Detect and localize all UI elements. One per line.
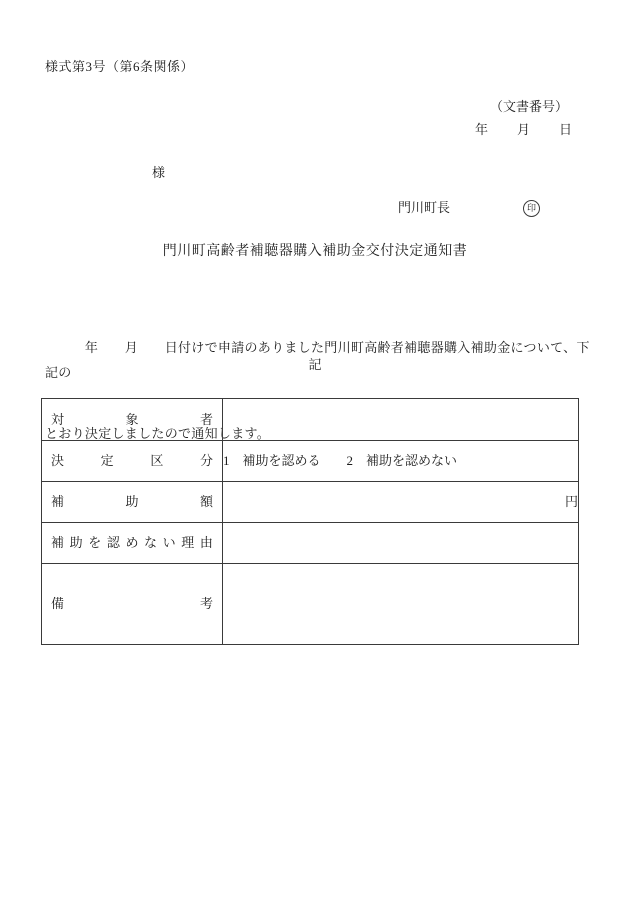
form-number: 様式第3号（第6条関係） xyxy=(45,59,195,74)
ki-heading: 記 xyxy=(308,357,322,372)
value-cell-decision-category: 1 補助を認める 2 補助を認めない xyxy=(223,441,579,482)
table-row-subsidy-amount xyxy=(42,482,579,523)
sender-row xyxy=(398,199,540,217)
label-decision-category: 決 定 区 分 xyxy=(51,453,213,468)
label-cell-remarks xyxy=(42,564,223,645)
value-cell-target-person xyxy=(223,399,579,441)
sender-name: 門川町長 xyxy=(398,200,451,215)
table-row-decision-category xyxy=(42,441,579,482)
table-row-target-person xyxy=(42,399,579,441)
document-number-placeholder: （文書番号） xyxy=(489,99,568,114)
value-cell-denial-reason xyxy=(223,523,579,564)
body-line-2: とおり決定しましたので通知します。 xyxy=(45,426,271,441)
label-subsidy-amount: 補 助 額 xyxy=(51,494,213,509)
seal-mark-icon: 印 xyxy=(523,200,540,217)
label-cell-target-person xyxy=(42,399,223,441)
table-row-denial-reason xyxy=(42,523,579,564)
body-line-1: 年 月 日付けで申請のありました門川町高齢者補聴器購入補助金について、下記の xyxy=(45,340,590,380)
label-remarks: 備 考 xyxy=(51,596,213,611)
value-cell-remarks xyxy=(223,564,579,645)
label-cell-denial-reason xyxy=(42,523,223,564)
table-row-remarks xyxy=(42,564,579,645)
decision-table xyxy=(41,398,579,645)
label-cell-decision-category xyxy=(42,441,223,482)
label-denial-reason: 補 助 を 認 め な い 理 由 xyxy=(51,535,213,550)
date-line: 年 月 日 xyxy=(474,122,573,137)
addressee-sama: 様 xyxy=(152,165,166,180)
label-target-person: 対 象 者 xyxy=(51,411,213,427)
value-cell-subsidy-amount: 円 xyxy=(223,482,579,523)
document-title: 門川町高齢者補聴器購入補助金交付決定通知書 xyxy=(162,244,468,259)
label-cell-subsidy-amount xyxy=(42,482,223,523)
